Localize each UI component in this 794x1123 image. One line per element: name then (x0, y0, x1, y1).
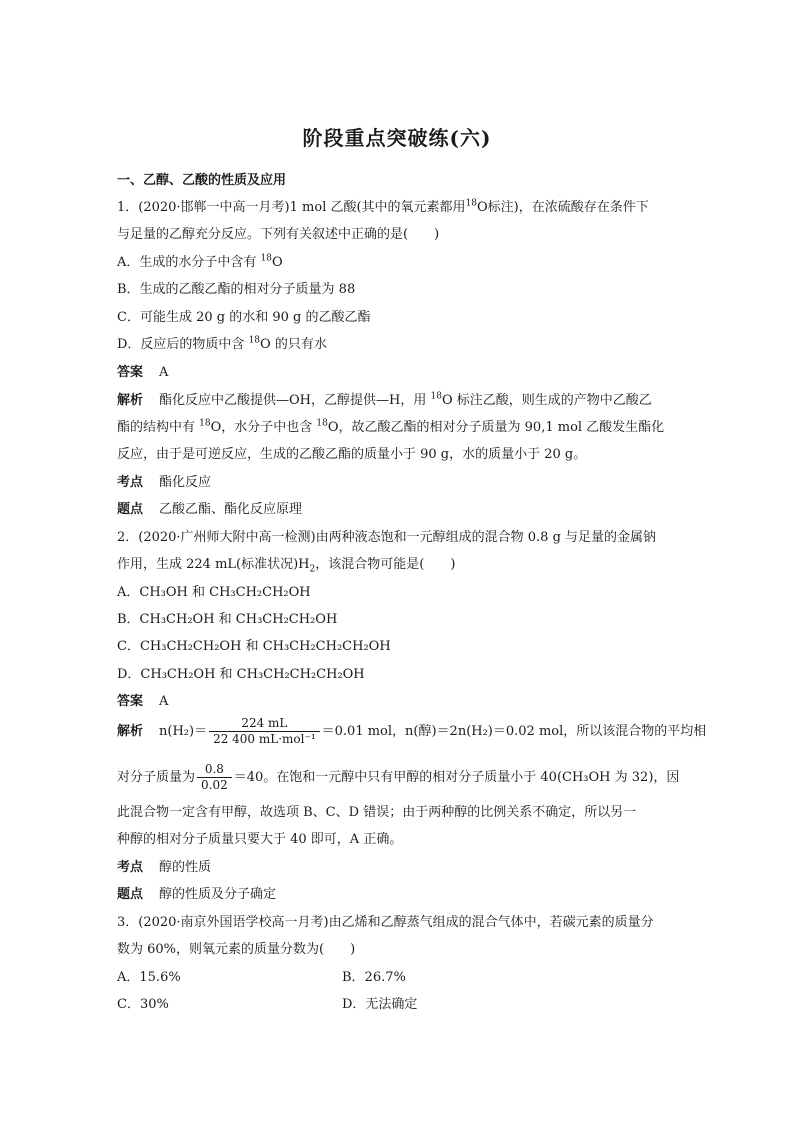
q1-analysis-line2: 酯的结构中有 $^{18}$O，水分子中也含 $^{18}$O，故乙酸乙酯的相对分子质量为 90,1 mol 乙酸发生酯化 (117, 418, 665, 435)
fraction-average-mass: $\frac{0.8}{0.02}$ (197, 762, 232, 793)
fraction-mol-h2: $\frac{224 mL}{\text{22 400 mL·mol⁻¹}}$ (209, 716, 320, 747)
q2-analysis-line1: 解析 n(H₂)＝ $\frac{224 mL}{\text{22 400 mL·mol⁻¹}}$ ＝0.01 mol，n(醇)＝2n(H₂)＝0.02 mol，所以该混合物的平均相 (117, 716, 707, 746)
q2-stem-line1: 2．(2020·广州师大附中高一检测)由两种液态饱和一元醇组成的混合物 0.8 g 与足量的金属钠 (117, 530, 657, 545)
q3-option-a: A．15.6% (117, 970, 181, 985)
q2-tidian: 题点 醇的性质及分子确定 (117, 887, 277, 902)
q2-analysis-line2: 对分子质量为 $\frac{0.8}{0.02}$ ＝40。在饱和一元醇中只有甲醇的相对分子质量小于 40(CH₃OH 为 32)，因 (117, 762, 680, 792)
q1-tidian: 题点 乙酸乙酯、酯化反应原理 (117, 502, 303, 517)
q2-option-b: B．CH₃CH₂OH 和 CH₃CH₂CH₂OH (117, 612, 338, 627)
q2-answer: 答案 A (117, 694, 169, 709)
q2-kaodian: 考点 醇的性质 (117, 860, 212, 875)
page-title: 阶段重点突破练(六) (302, 126, 492, 150)
q1-kaodian: 考点 酯化反应 (117, 475, 212, 490)
q3-option-c: C．30% (117, 997, 169, 1012)
q1-analysis-line1: 解析 酯化反应中乙酸提供—OH，乙醇提供—H，用 $^{18}$O 标注乙酸，则生成的产物中乙酸乙 (117, 391, 652, 408)
q1-answer: 答案 A (117, 365, 169, 380)
q2-analysis-line4: 种醇的相对分子质量只要大于 40 即可，A 正确。 (117, 832, 403, 847)
q2-option-a: A．CH₃OH 和 CH₃CH₂CH₂OH (117, 585, 311, 600)
q3-stem-line1: 3．(2020·南京外国语学校高一月考)由乙烯和乙醇蒸气组成的混合气体中，若碳元素的质量分 (117, 915, 654, 930)
q3-options-row1 (117, 969, 682, 987)
q2-option-c: C．CH₃CH₂CH₂OH 和 CH₃CH₂CH₂CH₂OH (117, 639, 391, 654)
q2-option-d: D．CH₃CH₂OH 和 CH₃CH₂CH₂CH₂OH (117, 667, 365, 682)
q1-stem-line2: 与足量的乙醇充分反应。下列有关叙述中正确的是( ) (117, 227, 440, 242)
q1-option-c: C．可能生成 20 g 的水和 90 g 的乙酸乙酯 (117, 310, 371, 325)
q1-analysis-line3: 反应，由于是可逆反应，生成的乙酸乙酯的质量小于 90 g，水的质量小于 20 g。 (117, 447, 587, 462)
q2-stem-line2: 作用，生成 224 mL(标准状况)$H_2$，该混合物可能是( ) (117, 557, 456, 575)
q3-option-b: B．26.7% (342, 970, 406, 985)
q3-stem-line2: 数为 60%，则氧元素的质量分数为( ) (117, 942, 356, 957)
q1-stem-line1: 1．(2020·邯郸一中高一月考)1 mol 乙酸(其中的氧元素都用$^{18}$O标注)，在浓硫酸存在条件下 (117, 198, 649, 215)
q3-options-row2 (117, 996, 682, 1014)
q1-option-b: B．生成的乙酸乙酯的相对分子质量为 88 (117, 282, 356, 297)
section-heading: 一、乙醇、乙酸的性质及应用 (117, 173, 287, 188)
q2-analysis-line3: 此混合物一定含有甲醇，故选项 B、C、D 错误；由于两种醇的比例关系不确定，所以另一 (117, 805, 637, 820)
q1-option-d: D．反应后的物质中含 $^{18}$O 的只有水 (117, 335, 327, 352)
q3-option-d: D．无法确定 (342, 997, 418, 1012)
q1-option-a: A．生成的水分子中含有 $^{18}$O (117, 253, 283, 270)
